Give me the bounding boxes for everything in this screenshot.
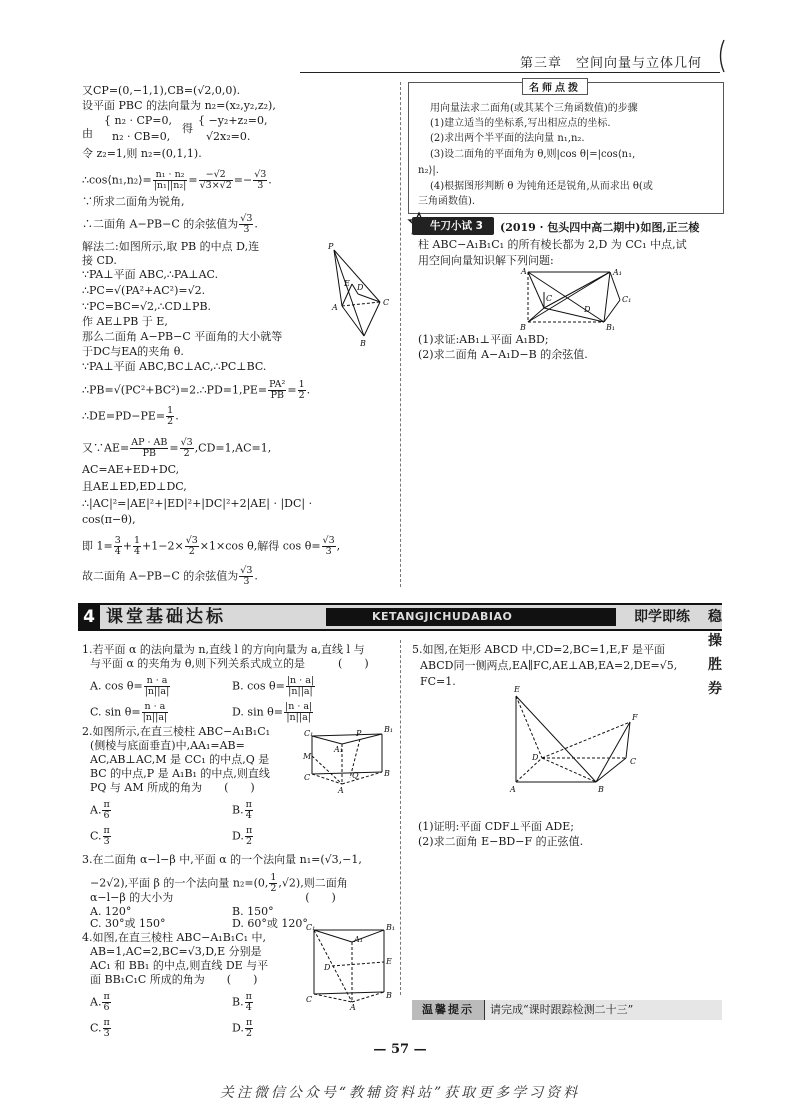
sol-line: 得 xyxy=(182,122,193,135)
q4-option-a: A. $\frac{\pi}{6}$ xyxy=(90,991,110,1013)
sol-line: ∴|AC|²=|AE|²+|ED|²+|DC|²+2|AE| · |DC| · xyxy=(82,497,313,510)
q5-stem: 5.如图,在矩形 ABCD 中,CD=2,BC=1,E,F 是平面 xyxy=(412,643,665,656)
header-rule xyxy=(300,72,720,73)
label-A1: A₁ xyxy=(334,745,343,754)
sol-line: 设平面 PBC 的法向量为 n₂=(x₂,y₂,z₂), xyxy=(82,99,276,112)
chapter-title: 第三章 空间向量与立体几何 xyxy=(520,56,703,71)
sol-line: { n₂ · CP=0, xyxy=(104,114,173,127)
label-A: A xyxy=(338,786,344,795)
q2-stem: BC 的中点,P 是 A₁B₁ 的中点,则直线 xyxy=(90,767,270,780)
sol-line: 解法二:如图所示,取 PB 的中点 D,连 xyxy=(82,240,260,253)
column-divider-bottom xyxy=(400,640,401,995)
sol-line: 作 AE⊥PB 于 E, xyxy=(82,315,168,328)
sol-line: ∵PA⊥平面 ABC,∴PA⊥AC. xyxy=(82,268,219,281)
q2-stem: 2.如图所示,在直三棱柱 ABC−A₁B₁C₁ xyxy=(82,725,271,738)
q5-part: (2)求二面角 E−BD−F 的正弦值. xyxy=(418,835,584,848)
label-B: B xyxy=(386,991,392,1000)
tip-line: (3)设二面角的平面角为 θ,则|cos θ|=|cos⟨n₁, xyxy=(430,149,636,160)
label-B: B xyxy=(360,339,366,348)
warm-tip-label: 温馨提示 xyxy=(412,1000,485,1020)
section-number: 4 xyxy=(78,605,100,629)
q2-option-a: A. $\frac{\pi}{6}$ xyxy=(90,799,110,821)
sol-line: 由 xyxy=(82,127,93,140)
footer-note: 关注微信公众号“教辅资料站”获取更多学习资料 xyxy=(219,1085,581,1101)
label-A: A xyxy=(332,303,338,312)
sol-line: ∴PB=√(PC²+BC²)=2.∴PD=1,PE= $\frac{\text{PA²}}{PB}$ = $\frac{1}{2}$ . xyxy=(82,379,311,401)
label-B1: B₁ xyxy=(386,923,396,932)
sol-line: ∴DE=PD−PE= $\frac{1}{2}$ . xyxy=(82,405,179,427)
label-A: A xyxy=(521,267,527,276)
label-E: E xyxy=(344,279,350,288)
label-C1: C₁ xyxy=(622,295,632,304)
q4-stem: AB=1,AC=2,BC=√3,D,E 分别是 xyxy=(90,945,262,958)
tip-line: (2)求出两个半平面的法向量 n₁,n₂. xyxy=(430,133,585,144)
q2-option-d: D. $\frac{\pi}{2}$ xyxy=(232,825,253,847)
q2-stem: AC,AB⊥AC,M 是 CC₁ 的中点,Q 是 xyxy=(90,753,270,766)
q3-option-c: C. 30°或 150° xyxy=(90,917,166,930)
label-E: E xyxy=(514,685,520,694)
label-C: C xyxy=(630,757,637,766)
label-Q: Q xyxy=(352,771,359,780)
q1-stem: 与平面 α 的夹角为 θ,则下列关系式成立的是 ( ) xyxy=(90,657,369,670)
section-pinyin: KETANGJICHUDABIAO xyxy=(326,608,616,626)
tip-line: n₂⟩|. xyxy=(418,165,439,176)
teacher-tip-title: 名师点拨 xyxy=(522,78,588,95)
try-question: (1)求证:AB₁⊥平面 A₁BD; xyxy=(418,333,549,346)
label-D: D xyxy=(357,283,364,292)
q3-option-d: D. 60°或 120° xyxy=(232,917,308,930)
try-badge: 牛刀小试 3 xyxy=(412,217,494,235)
label-C: C xyxy=(383,298,390,307)
q3-stem: −2√2),平面 β 的一个法向量 n₂=(0, $\frac{1}{2}$ ,√2),则二面角 xyxy=(90,872,348,894)
sol-line: 令 z₂=1,则 n₂=(0,1,1). xyxy=(82,147,202,160)
label-D: D xyxy=(324,963,331,972)
prism-figure-q2 xyxy=(302,724,402,794)
q1-option-c: C. sin θ= $\frac{n \cdot a}{|n||a|}$ xyxy=(90,701,168,723)
label-C: C xyxy=(306,995,313,1004)
sol-line: ∵PA⊥平面 ABC,BC⊥AC,∴PC⊥BC. xyxy=(82,360,267,373)
q4-stem: 面 BB₁C₁C 所成的角为 ( ) xyxy=(90,973,258,986)
label-B: B xyxy=(520,323,526,332)
sol-line: 即 1= $\frac{3}{4}$ + $\frac{1}{4}$ +1−2× $\frac{√3}{2}$ ×1×cos θ,解得 cos θ= $\frac{√3}{3}$ , xyxy=(82,535,341,557)
header-bracket xyxy=(716,38,728,74)
q1-option-b: B. cos θ= $\frac{|n \cdot a|}{|n||a|}$ xyxy=(232,675,315,697)
tip-line: (1)建立适当的坐标系,写出相应点的坐标. xyxy=(430,118,611,129)
sol-line: AC=AE+ED+DC, xyxy=(82,463,180,476)
sol-line: { −y₂+z₂=0, xyxy=(198,114,268,127)
try-line: 用空间向量知识解下列问题: xyxy=(418,254,554,267)
label-A1: A₁ xyxy=(354,935,363,944)
q2-stem: PQ 与 AM 所成的角为 ( ) xyxy=(90,781,255,794)
label-C1: C₁ xyxy=(304,729,314,738)
label-B: B xyxy=(598,785,604,794)
warm-tip-text: 请完成“课时跟踪检测二十三” xyxy=(490,1003,634,1016)
sol-line: ∴二面角 A−PB−C 的余弦值为 $\frac{√3}{3}$ . xyxy=(82,213,258,235)
q4-stem: 4.如图,在直三棱柱 ABC−A₁B₁C₁ 中, xyxy=(82,931,267,944)
sol-line: 且AE⊥ED,ED⊥DC, xyxy=(82,480,187,493)
try-line: 柱 ABC−A₁B₁C₁ 的所有棱长都为 2,D 为 CC₁ 中点,试 xyxy=(418,238,687,251)
section-title: 课堂基础达标 xyxy=(106,607,226,627)
warm-tip xyxy=(412,1000,722,1020)
q4-option-d: D. $\frac{\pi}{2}$ xyxy=(232,1017,253,1039)
sol-line: n₂ · CB=0, xyxy=(112,130,171,143)
label-B: B xyxy=(384,769,390,778)
label-B1: B₁ xyxy=(384,725,394,734)
sol-line: ∵所求二面角为锐角, xyxy=(82,195,185,208)
sol-line: ∵PC=BC=√2,∴CD⊥PB. xyxy=(82,300,212,313)
label-D: D xyxy=(584,305,591,314)
sol-line: 故二面角 A−PB−C 的余弦值为 $\frac{√3}{3}$ . xyxy=(82,565,258,587)
prism-figure-try xyxy=(520,268,640,334)
label-C1: C₁ xyxy=(306,923,316,932)
q2-option-b: B. $\frac{\pi}{4}$ xyxy=(232,799,252,821)
sol-line: cos(π−θ), xyxy=(82,513,136,526)
sol-line: √2x₂=0. xyxy=(206,130,251,143)
tip-line: (4)根据图形判断 θ 为钝角还是锐角,从而求出 θ(或 xyxy=(430,181,653,192)
label-C: C xyxy=(546,294,553,303)
try-line: (2019 · 包头四中高二期中)如图,正三棱 xyxy=(500,221,700,234)
sol-line: ∴cos⟨n₁,n₂⟩= $\frac{\text{n₁ · n₂}}{\text{|n₁||n₂|}}$ = $\frac{-√2}{√3\times√2}$ =− $\frac{√3}{3}$ . xyxy=(82,169,272,191)
q1-stem: 1.若平面 α 的法向量为 n,直线 l 的方向向量为 a,直线 l 与 xyxy=(82,643,365,656)
label-A: A xyxy=(510,785,516,794)
section-slogan-2: 稳操胜券 xyxy=(708,609,722,697)
column-divider-top xyxy=(400,82,401,587)
q2-stem: (侧棱与底面垂直)中,AA₁=AB= xyxy=(90,739,245,752)
sol-line: 又CP=(0,−1,1),CB=(√2,0,0). xyxy=(82,84,241,97)
q5-part: (1)证明:平面 CDF⊥平面 ADE; xyxy=(418,820,574,833)
sol-line: 那么二面角 A−PB−C 平面角的大小就等 xyxy=(82,330,283,343)
q2-option-c: C. $\frac{\pi}{3}$ xyxy=(90,825,110,847)
sol-line: 于DC与EA的夹角 θ. xyxy=(82,345,184,358)
sol-line: ∴PC=√(PA²+AC²)=√2. xyxy=(82,284,206,297)
pyramid-figure xyxy=(320,240,400,348)
tip-line: 三角函数值). xyxy=(418,196,476,207)
sol-line: 接 CD. xyxy=(82,254,117,267)
q1-option-d: D. sin θ= $\frac{|n \cdot a|}{|n||a|}$ xyxy=(232,701,313,723)
q5-stem: FC=1. xyxy=(420,675,456,688)
rectangle-figure-q5 xyxy=(504,686,664,802)
label-A1: A₁ xyxy=(613,268,622,277)
prism-figure-q4 xyxy=(306,924,400,1010)
q3-stem: 3.在二面角 α−l−β 中,平面 α 的一个法向量 n₁=(√3,−1, xyxy=(82,853,362,866)
label-D: D xyxy=(532,753,539,762)
q4-option-c: C. $\frac{\pi}{3}$ xyxy=(90,1017,110,1039)
q1-option-a: A. cos θ= $\frac{n \cdot a}{|n||a|}$ xyxy=(90,675,170,697)
page-number: — 57 — xyxy=(373,1042,427,1057)
label-C: C xyxy=(304,773,311,782)
label-E: E xyxy=(386,957,392,966)
label-P: P xyxy=(328,242,334,251)
section-slogan-1: 即学即练 xyxy=(634,609,690,625)
label-F: F xyxy=(632,713,638,722)
label-M: M xyxy=(303,752,312,761)
tip-line: 用向量法求二面角(或其某个三角函数值)的步骤 xyxy=(430,103,638,114)
q5-stem: ABCD同一侧两点,EA∥FC,AE⊥AB,EA=2,DE=√5, xyxy=(420,659,678,672)
try-question: (2)求二面角 A−A₁D−B 的余弦值. xyxy=(418,348,588,361)
label-P: P xyxy=(356,729,362,738)
q3-option-b: B. 150° xyxy=(232,905,274,918)
q3-stem: α−l−β 的大小为 ( ) xyxy=(90,891,336,904)
q4-option-b: B. $\frac{\pi}{4}$ xyxy=(232,991,252,1013)
q4-stem: AC₁ 和 BB₁ 的中点,则直线 DE 与平 xyxy=(90,959,269,972)
label-B1: B₁ xyxy=(606,323,616,332)
label-A: A xyxy=(350,1003,356,1012)
sol-line: 又∵AE= $\frac{AP \cdot AB}{PB}$ = $\frac{√3}{2}$ ,CD=1,AC=1, xyxy=(82,437,272,459)
q3-option-a: A. 120° xyxy=(90,905,132,918)
